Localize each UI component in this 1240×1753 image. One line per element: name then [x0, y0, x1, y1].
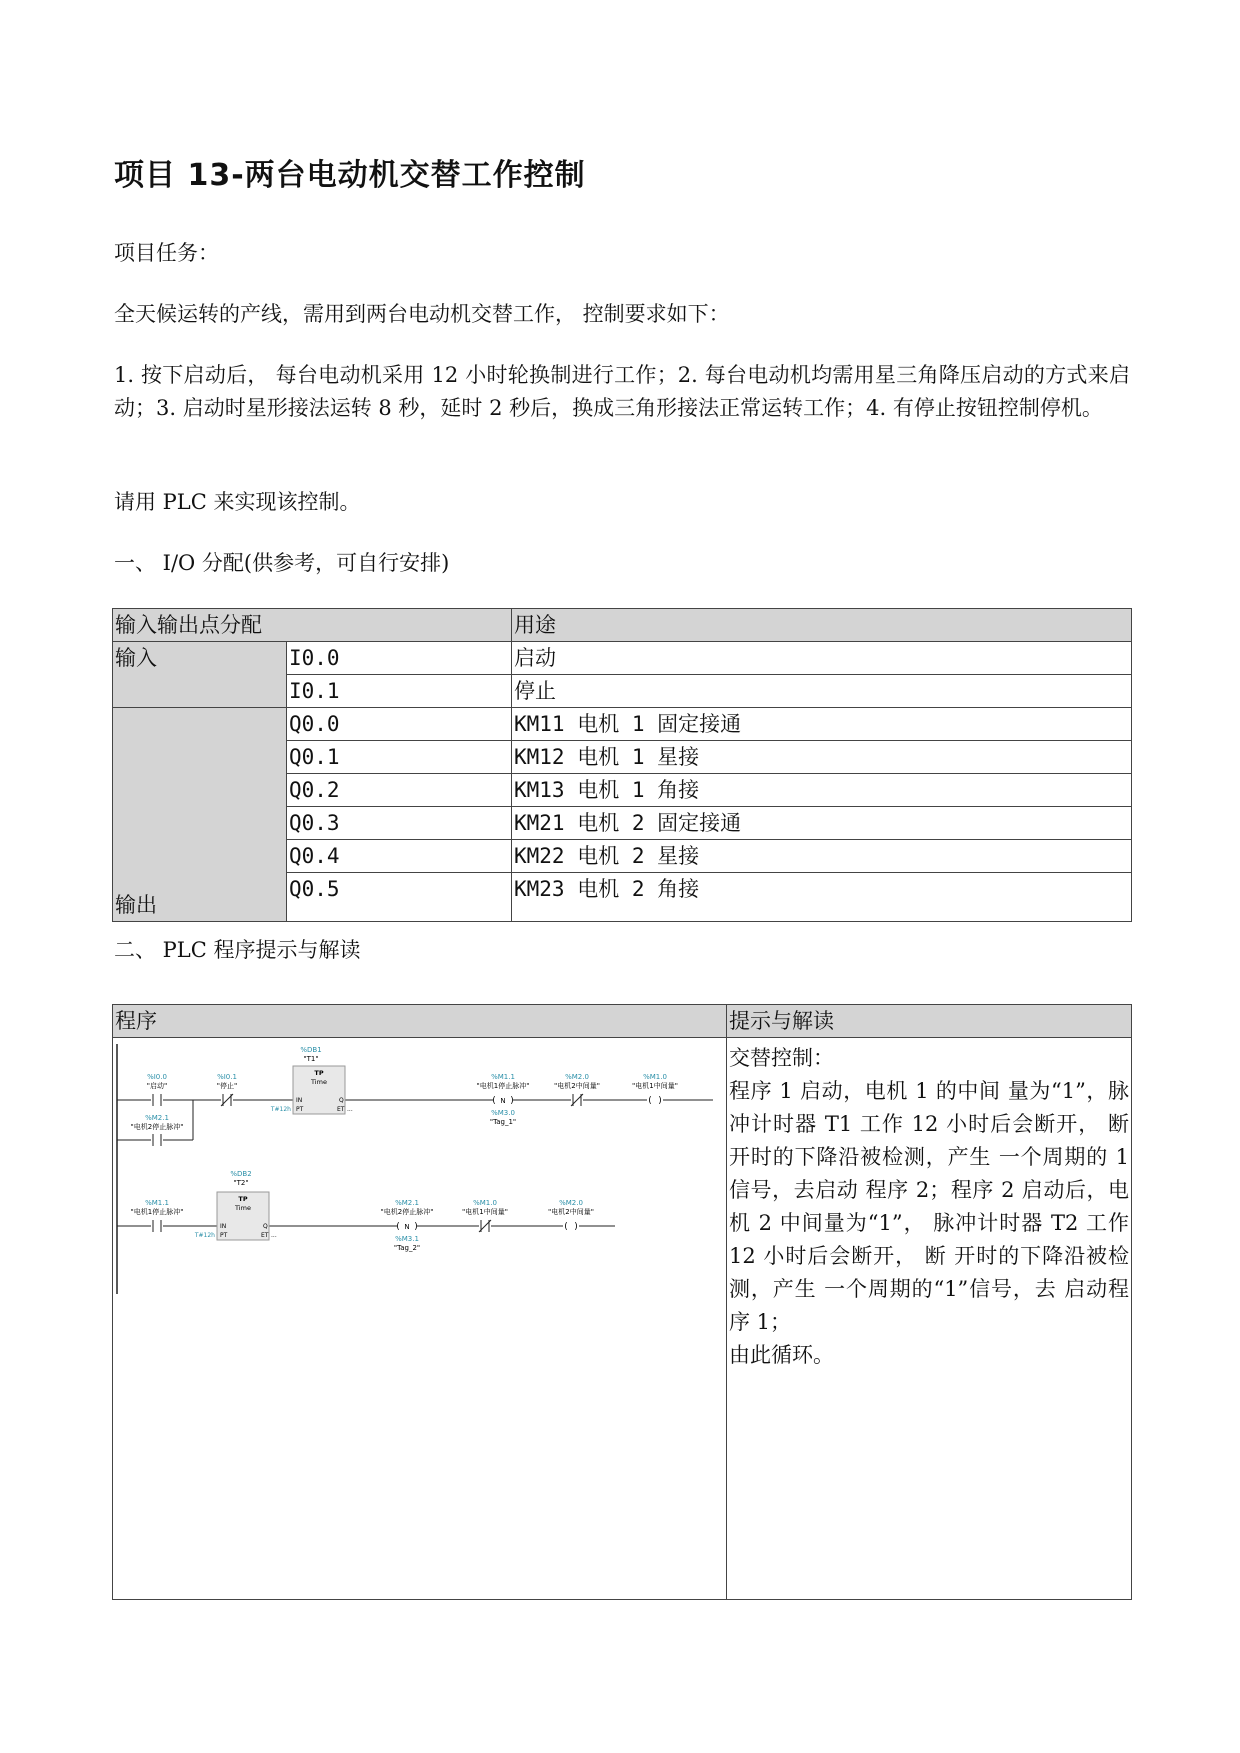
et-pin: ET — [337, 1106, 345, 1113]
program-table — [112, 1004, 1132, 1600]
time-label: Time — [311, 1078, 327, 1086]
io-header-left: 输入输出点分配 — [113, 609, 512, 642]
contact-name: "电机1停止脉冲" — [130, 1208, 184, 1216]
ladder-diagram — [115, 1044, 715, 1296]
db1-address: %DB1 — [300, 1046, 322, 1054]
coil-address: %M2.0 — [559, 1199, 583, 1207]
table-row — [113, 708, 1132, 741]
coil-name: "电机1停止脉冲" — [476, 1082, 530, 1090]
coil-name: "电机1中间量" — [632, 1082, 678, 1090]
pt-value: T#12h — [270, 1106, 291, 1113]
db2-name: "T2" — [233, 1179, 249, 1187]
io-address: Q0.0 — [287, 708, 512, 741]
pt-pin: PT — [220, 1232, 228, 1239]
program-header-row — [113, 1005, 1132, 1038]
output-group-label: 输出 — [113, 708, 287, 922]
contact-name: "电机1中间量" — [462, 1208, 508, 1216]
explanation-body: 程序 1 启动，电机 1 的中间 量为“1”，脉冲计时器 T1 工作 12 小时后会断开， 断 开时的下降沿被检测，产生 一个周期的 1 信号，去启动 程序 2；程序 2 启动后，电机 2 中间量为“1”， 脉冲计时器 T2 工作 12 小时后会断开， 断 开时的下降沿被检测，产生 一个周期的“1”信号，去 启动程序 1； — [729, 1079, 1129, 1334]
io-use: KM21 电机 2 固定接通 — [512, 807, 1132, 840]
io-address: Q0.5 — [287, 873, 512, 922]
et-value: ... — [347, 1106, 353, 1113]
coil-bracket-icon: ) — [574, 1222, 578, 1232]
io-address: Q0.4 — [287, 840, 512, 873]
edge-symbol: N — [404, 1223, 410, 1231]
plc-request: 请用 PLC 来实现该控制。 — [114, 490, 361, 514]
io-address: I0.1 — [287, 675, 512, 708]
contact-address: %M2.0 — [565, 1073, 589, 1081]
io-use: KM22 电机 2 星接 — [512, 840, 1132, 873]
q-pin: Q — [263, 1223, 268, 1230]
contact-name: "电机2停止脉冲" — [130, 1123, 184, 1131]
pt-pin: PT — [296, 1106, 304, 1113]
io-use: KM12 电机 1 星接 — [512, 741, 1132, 774]
coil-bracket-icon: ( — [396, 1222, 400, 1232]
io-address: Q0.1 — [287, 741, 512, 774]
coil-address: %M2.1 — [395, 1199, 419, 1207]
io-use: 启动 — [512, 642, 1132, 675]
ladder-cell — [113, 1038, 727, 1600]
coil-bracket-icon: ( — [492, 1096, 496, 1106]
intro-paragraph: 全天候运转的产线，需用到两台电动机交替工作， 控制要求如下： — [114, 302, 730, 326]
tp-label: TP — [314, 1069, 324, 1077]
io-address: I0.0 — [287, 642, 512, 675]
io-use: KM13 电机 1 角接 — [512, 774, 1132, 807]
explanation-end: 由此循环。 — [729, 1343, 834, 1367]
time-label: Time — [235, 1204, 251, 1212]
contact-name: "电机2中间量" — [554, 1082, 600, 1090]
db1-name: "T1" — [303, 1055, 319, 1063]
contact-name: "停止" — [216, 1082, 238, 1090]
et-pin: ET — [261, 1232, 269, 1239]
section-program-heading: 二、 PLC 程序提示与解读 — [114, 938, 361, 962]
q-pin: Q — [339, 1097, 344, 1104]
pt-value: T#12h — [194, 1232, 215, 1239]
db2-address: %DB2 — [230, 1170, 252, 1178]
edge-symbol: N — [500, 1097, 506, 1105]
coil-bracket-icon: ( — [564, 1222, 568, 1232]
io-use: 停止 — [512, 675, 1132, 708]
contact-address: %M1.0 — [473, 1199, 497, 1207]
io-use: KM11 电机 1 固定接通 — [512, 708, 1132, 741]
coil-name: "电机2停止脉冲" — [380, 1208, 434, 1216]
io-address: Q0.2 — [287, 774, 512, 807]
io-use: KM23 电机 2 角接 — [512, 873, 1132, 922]
io-header-row — [113, 609, 1132, 642]
contact-address: %I0.1 — [217, 1073, 237, 1081]
document-title: 项目 13-两台电动机交替工作控制 — [114, 158, 586, 193]
tag-name: "Tag_1" — [489, 1118, 517, 1126]
input-group-label: 输入 — [113, 642, 287, 708]
io-address: Q0.3 — [287, 807, 512, 840]
coil-name: "电机2中间量" — [548, 1208, 594, 1216]
ladder-network-1 — [117, 1044, 713, 1294]
io-allocation-table — [112, 608, 1132, 922]
contact-address: %M1.1 — [145, 1199, 169, 1207]
explanation-heading: 交替控制： — [729, 1046, 834, 1070]
program-body-row — [113, 1038, 1132, 1600]
tag-name: "Tag_2" — [393, 1244, 421, 1252]
tp-label: TP — [238, 1195, 248, 1203]
explanation-cell — [727, 1038, 1132, 1600]
in-pin: IN — [296, 1097, 303, 1104]
tag-address: %M3.1 — [395, 1235, 419, 1243]
table-row — [113, 642, 1132, 675]
io-header-right: 用途 — [512, 609, 1132, 642]
contact-name: "启动" — [146, 1082, 168, 1090]
contact-address: %M2.1 — [145, 1114, 169, 1122]
program-header-right: 提示与解读 — [727, 1005, 1132, 1038]
ladder-network-2 — [117, 1170, 615, 1252]
program-header-left: 程序 — [113, 1005, 727, 1038]
coil-bracket-icon: ( — [648, 1096, 652, 1106]
coil-address: %M1.0 — [643, 1073, 667, 1081]
coil-bracket-icon: ) — [658, 1096, 662, 1106]
task-label: 项目任务： — [114, 241, 219, 265]
contact-address: %I0.0 — [147, 1073, 167, 1081]
et-value: ... — [271, 1232, 277, 1239]
coil-address: %M1.1 — [491, 1073, 515, 1081]
tag-address: %M3.0 — [491, 1109, 515, 1117]
requirements-paragraph: 1. 按下启动后， 每台电动机采用 12 小时轮换制进行工作；2. 每台电动机均需用星三角降压启动的方式来启动；3. 启动时星形接法运转 8 秒，延时 2 秒后，换成三角形接法正常运转工作；4. 有停止按钮控制停机。 — [114, 363, 1130, 420]
coil-bracket-icon: ) — [510, 1096, 514, 1106]
coil-bracket-icon: ) — [414, 1222, 418, 1232]
section-io-heading: 一、 I/O 分配(供参考，可自行安排) — [114, 551, 450, 575]
in-pin: IN — [220, 1223, 227, 1230]
